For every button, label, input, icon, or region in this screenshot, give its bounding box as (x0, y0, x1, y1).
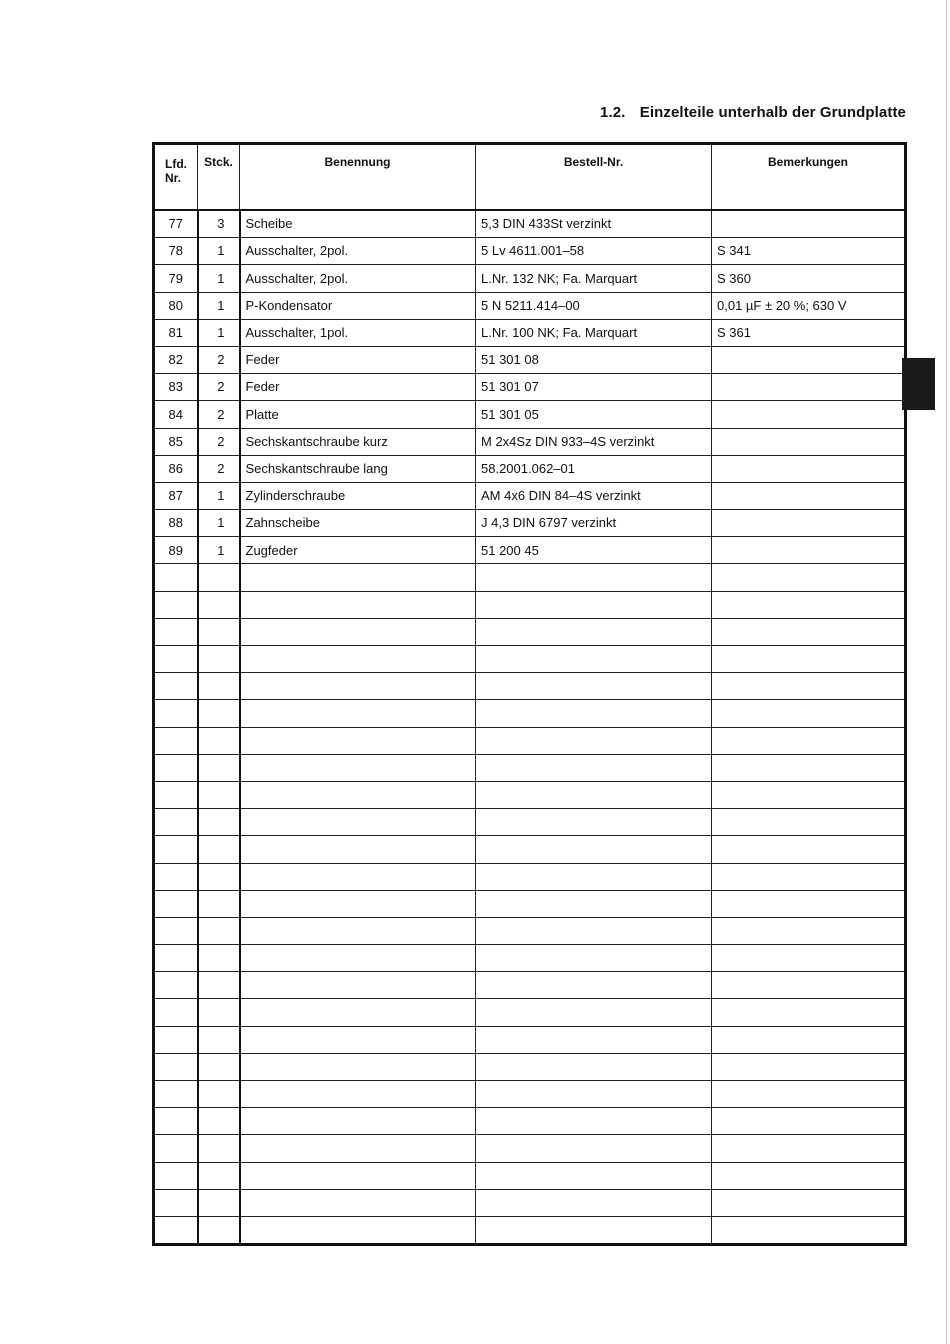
cell-benennung: Sechskantschraube lang (240, 455, 476, 482)
empty-table-row (154, 673, 906, 700)
empty-table-row (154, 564, 906, 591)
empty-cell (198, 890, 240, 917)
empty-cell (154, 1108, 198, 1135)
cell-lfd: 84 (154, 401, 198, 428)
header-bemerkungen: Bemerkungen (712, 144, 906, 211)
header-lfd-nr: Lfd. Nr. (154, 144, 198, 211)
cell-bemerkung (712, 537, 906, 564)
empty-cell (198, 1081, 240, 1108)
empty-cell (476, 727, 712, 754)
empty-cell (240, 972, 476, 999)
table-row (154, 210, 906, 238)
empty-cell (712, 809, 906, 836)
cell-lfd: 79 (154, 265, 198, 292)
empty-cell (240, 1026, 476, 1053)
empty-cell (712, 890, 906, 917)
empty-cell (712, 727, 906, 754)
empty-cell (240, 1053, 476, 1080)
empty-cell (240, 1216, 476, 1244)
empty-cell (476, 1053, 712, 1080)
empty-cell (712, 673, 906, 700)
empty-table-row (154, 809, 906, 836)
empty-cell (240, 1135, 476, 1162)
empty-cell (240, 700, 476, 727)
empty-cell (240, 809, 476, 836)
empty-cell (476, 1162, 712, 1189)
cell-bestell-nr: 51 301 07 (476, 374, 712, 401)
empty-cell (154, 1026, 198, 1053)
empty-cell (240, 646, 476, 673)
empty-cell (240, 1081, 476, 1108)
empty-cell (476, 972, 712, 999)
empty-table-row (154, 1162, 906, 1189)
empty-cell (240, 917, 476, 944)
empty-table-row (154, 890, 906, 917)
cell-lfd: 86 (154, 455, 198, 482)
empty-cell (240, 618, 476, 645)
empty-table-row (154, 999, 906, 1026)
empty-cell (240, 1162, 476, 1189)
empty-cell (476, 618, 712, 645)
empty-cell (198, 1162, 240, 1189)
cell-bemerkung (712, 455, 906, 482)
empty-cell (476, 836, 712, 863)
empty-cell (712, 564, 906, 591)
empty-cell (198, 673, 240, 700)
empty-cell (198, 700, 240, 727)
empty-cell (712, 1162, 906, 1189)
empty-table-row (154, 1053, 906, 1080)
empty-cell (198, 646, 240, 673)
empty-cell (240, 1189, 476, 1216)
empty-table-row (154, 646, 906, 673)
header-bestell-nr: Bestell-Nr. (476, 144, 712, 211)
empty-cell (712, 945, 906, 972)
empty-cell (154, 564, 198, 591)
empty-table-row (154, 781, 906, 808)
empty-table-row (154, 1189, 906, 1216)
cell-bestell-nr: L.Nr. 100 NK; Fa. Marquart (476, 319, 712, 346)
cell-bemerkung: S 341 (712, 238, 906, 265)
empty-cell (154, 1053, 198, 1080)
empty-cell (712, 836, 906, 863)
table-row (154, 292, 906, 319)
cell-benennung: P-Kondensator (240, 292, 476, 319)
empty-cell (154, 999, 198, 1026)
cell-stck: 2 (198, 455, 240, 482)
empty-cell (476, 781, 712, 808)
cell-stck: 2 (198, 374, 240, 401)
cell-bemerkung (712, 401, 906, 428)
empty-cell (198, 1053, 240, 1080)
empty-cell (198, 618, 240, 645)
cell-stck: 1 (198, 292, 240, 319)
empty-table-row (154, 972, 906, 999)
empty-cell (154, 754, 198, 781)
empty-cell (198, 836, 240, 863)
empty-cell (154, 917, 198, 944)
parts-table-body (154, 210, 906, 1245)
empty-cell (712, 1053, 906, 1080)
empty-table-row (154, 700, 906, 727)
empty-cell (240, 564, 476, 591)
empty-cell (198, 863, 240, 890)
empty-cell (476, 700, 712, 727)
cell-stck: 1 (198, 510, 240, 537)
cell-lfd: 87 (154, 482, 198, 509)
empty-cell (154, 673, 198, 700)
table-row (154, 238, 906, 265)
empty-cell (198, 781, 240, 808)
empty-cell (198, 1108, 240, 1135)
empty-cell (154, 1216, 198, 1244)
table-row (154, 455, 906, 482)
empty-cell (476, 890, 712, 917)
cell-bemerkung (712, 510, 906, 537)
empty-cell (240, 727, 476, 754)
empty-cell (712, 646, 906, 673)
empty-cell (712, 1108, 906, 1135)
empty-cell (154, 945, 198, 972)
cell-stck: 1 (198, 238, 240, 265)
table-row (154, 346, 906, 373)
empty-cell (198, 999, 240, 1026)
table-row (154, 510, 906, 537)
empty-cell (154, 809, 198, 836)
empty-cell (712, 999, 906, 1026)
empty-cell (154, 727, 198, 754)
cell-bestell-nr: 51 301 08 (476, 346, 712, 373)
empty-table-row (154, 917, 906, 944)
empty-cell (476, 1216, 712, 1244)
cell-lfd: 83 (154, 374, 198, 401)
header-benennung: Benennung (240, 144, 476, 211)
empty-cell (154, 1135, 198, 1162)
table-row (154, 537, 906, 564)
cell-bestell-nr: J 4,3 DIN 6797 verzinkt (476, 510, 712, 537)
empty-cell (240, 890, 476, 917)
empty-cell (712, 972, 906, 999)
empty-cell (240, 836, 476, 863)
table-row (154, 401, 906, 428)
cell-bemerkung (712, 210, 906, 238)
empty-cell (154, 1189, 198, 1216)
empty-cell (154, 1162, 198, 1189)
empty-cell (712, 1135, 906, 1162)
cell-bemerkung: 0,01 µF ± 20 %; 630 V (712, 292, 906, 319)
empty-cell (476, 673, 712, 700)
empty-cell (198, 1216, 240, 1244)
empty-cell (712, 591, 906, 618)
empty-cell (198, 727, 240, 754)
empty-cell (240, 673, 476, 700)
empty-table-row (154, 754, 906, 781)
register-tab-marker (902, 358, 935, 410)
empty-cell (154, 863, 198, 890)
empty-cell (240, 754, 476, 781)
cell-bestell-nr: 5,3 DIN 433St verzinkt (476, 210, 712, 238)
empty-cell (476, 754, 712, 781)
empty-cell (712, 1081, 906, 1108)
empty-table-row (154, 591, 906, 618)
table-row (154, 482, 906, 509)
cell-stck: 2 (198, 346, 240, 373)
parts-table (152, 142, 907, 1246)
empty-cell (476, 646, 712, 673)
empty-cell (240, 781, 476, 808)
table-row (154, 374, 906, 401)
empty-cell (198, 591, 240, 618)
page-heading (600, 104, 906, 121)
empty-cell (476, 999, 712, 1026)
section-number: 1.2. (600, 104, 626, 121)
empty-cell (154, 890, 198, 917)
empty-cell (712, 917, 906, 944)
header-stck: Stck. (198, 144, 240, 211)
cell-benennung: Zugfeder (240, 537, 476, 564)
table-header-row (154, 144, 906, 211)
empty-cell (712, 1189, 906, 1216)
empty-cell (154, 836, 198, 863)
empty-cell (240, 999, 476, 1026)
empty-table-row (154, 1081, 906, 1108)
cell-benennung: Zylinderschraube (240, 482, 476, 509)
empty-cell (476, 809, 712, 836)
empty-cell (476, 1026, 712, 1053)
empty-cell (240, 591, 476, 618)
cell-bemerkung: S 360 (712, 265, 906, 292)
cell-bestell-nr: AM 4x6 DIN 84–4S verzinkt (476, 482, 712, 509)
empty-cell (154, 591, 198, 618)
cell-bestell-nr: 5 Lv 4611.001–58 (476, 238, 712, 265)
cell-lfd: 89 (154, 537, 198, 564)
cell-stck: 2 (198, 428, 240, 455)
cell-bemerkung (712, 346, 906, 373)
empty-cell (712, 863, 906, 890)
cell-benennung: Ausschalter, 2pol. (240, 265, 476, 292)
cell-bemerkung: S 361 (712, 319, 906, 346)
empty-table-row (154, 863, 906, 890)
empty-cell (712, 1216, 906, 1244)
empty-cell (198, 1189, 240, 1216)
cell-lfd: 88 (154, 510, 198, 537)
empty-table-row (154, 1026, 906, 1053)
empty-cell (476, 945, 712, 972)
cell-bestell-nr: 5 N 5211.414–00 (476, 292, 712, 319)
page-edge-line (946, 0, 947, 1344)
cell-bemerkung (712, 482, 906, 509)
empty-cell (712, 700, 906, 727)
empty-table-row (154, 1108, 906, 1135)
empty-cell (712, 618, 906, 645)
empty-cell (240, 863, 476, 890)
cell-stck: 1 (198, 482, 240, 509)
cell-lfd: 80 (154, 292, 198, 319)
cell-bemerkung (712, 374, 906, 401)
cell-bestell-nr: 58.2001.062–01 (476, 455, 712, 482)
empty-cell (154, 618, 198, 645)
empty-cell (476, 1189, 712, 1216)
empty-cell (198, 564, 240, 591)
empty-cell (154, 781, 198, 808)
cell-lfd: 77 (154, 210, 198, 238)
empty-cell (198, 1135, 240, 1162)
table-row (154, 428, 906, 455)
empty-cell (712, 754, 906, 781)
empty-table-row (154, 1216, 906, 1244)
empty-cell (198, 809, 240, 836)
empty-cell (476, 1081, 712, 1108)
empty-cell (476, 1135, 712, 1162)
cell-lfd: 78 (154, 238, 198, 265)
empty-cell (712, 1026, 906, 1053)
cell-bestell-nr: L.Nr. 132 NK; Fa. Marquart (476, 265, 712, 292)
cell-bestell-nr: M 2x4Sz DIN 933–4S verzinkt (476, 428, 712, 455)
section-title: Einzelteile unterhalb der Grundplatte (639, 104, 906, 121)
empty-cell (712, 781, 906, 808)
cell-bestell-nr: 51 200 45 (476, 537, 712, 564)
empty-cell (154, 1081, 198, 1108)
empty-cell (198, 972, 240, 999)
cell-benennung: Scheibe (240, 210, 476, 238)
empty-cell (476, 917, 712, 944)
cell-bestell-nr: 51 301 05 (476, 401, 712, 428)
empty-cell (198, 1026, 240, 1053)
empty-cell (154, 646, 198, 673)
cell-lfd: 85 (154, 428, 198, 455)
empty-cell (198, 917, 240, 944)
cell-benennung: Ausschalter, 1pol. (240, 319, 476, 346)
cell-benennung: Feder (240, 346, 476, 373)
cell-benennung: Ausschalter, 2pol. (240, 238, 476, 265)
cell-lfd: 81 (154, 319, 198, 346)
cell-benennung: Feder (240, 374, 476, 401)
empty-table-row (154, 945, 906, 972)
empty-cell (154, 972, 198, 999)
cell-stck: 1 (198, 537, 240, 564)
empty-cell (476, 1108, 712, 1135)
empty-cell (476, 564, 712, 591)
cell-benennung: Sechskantschraube kurz (240, 428, 476, 455)
empty-cell (154, 700, 198, 727)
empty-cell (240, 945, 476, 972)
empty-cell (198, 945, 240, 972)
table-row (154, 265, 906, 292)
empty-cell (240, 1108, 476, 1135)
cell-stck: 3 (198, 210, 240, 238)
empty-cell (198, 754, 240, 781)
cell-lfd: 82 (154, 346, 198, 373)
table-row (154, 319, 906, 346)
cell-stck: 1 (198, 319, 240, 346)
cell-stck: 2 (198, 401, 240, 428)
empty-table-row (154, 727, 906, 754)
empty-table-row (154, 1135, 906, 1162)
empty-cell (476, 591, 712, 618)
cell-benennung: Zahnscheibe (240, 510, 476, 537)
cell-benennung: Platte (240, 401, 476, 428)
cell-bemerkung (712, 428, 906, 455)
empty-table-row (154, 618, 906, 645)
empty-cell (476, 863, 712, 890)
empty-table-row (154, 836, 906, 863)
cell-stck: 1 (198, 265, 240, 292)
